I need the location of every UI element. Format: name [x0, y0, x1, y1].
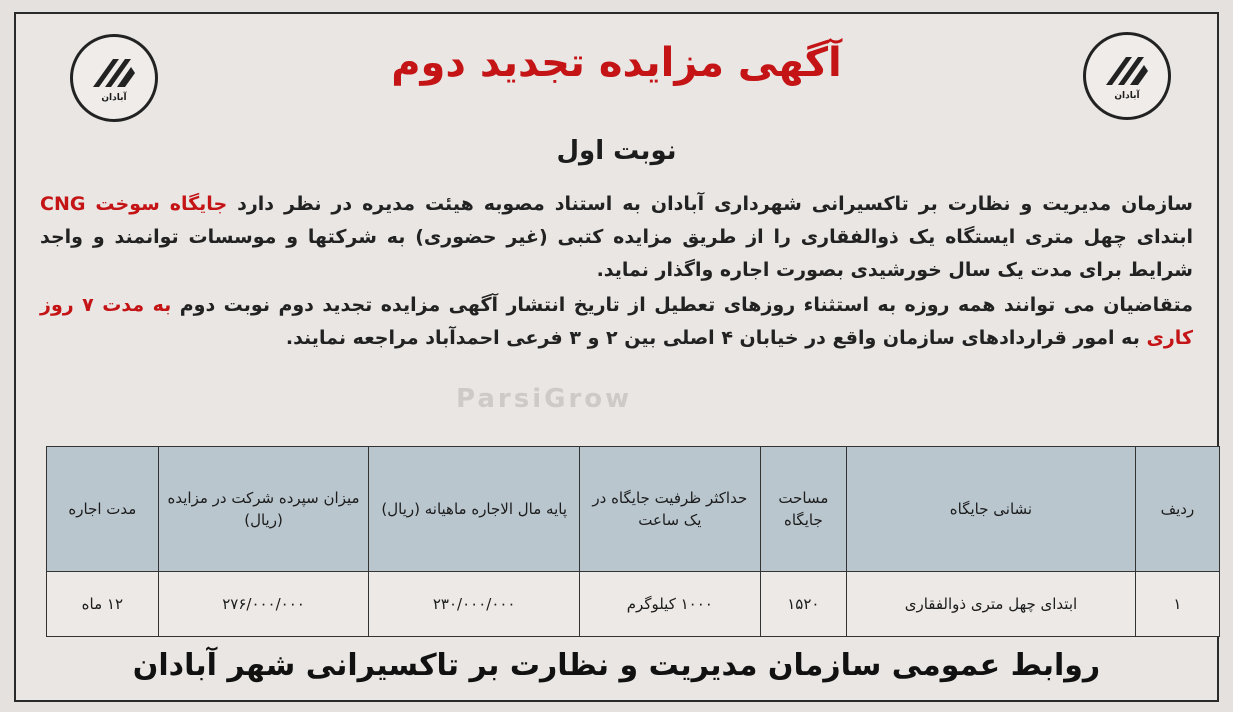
- organization-logo-left: [70, 34, 158, 122]
- header-area: مساحت جایگاه: [760, 447, 847, 572]
- logo-city-label: آبادان: [1114, 91, 1140, 101]
- cell-capacity: ۱۰۰۰ کیلوگرم: [580, 572, 761, 637]
- header-capacity: حداکثر ظرفیت جایگاه در یک ساعت: [580, 447, 761, 572]
- cell-lease-term: ۱۲ ماه: [47, 572, 159, 637]
- paragraph-1-text-a: سازمان مدیریت و نظارت بر تاکسیرانی شهرداری آبادان به استناد مصوبه هیئت مدیره در نظر دارد: [227, 193, 1193, 215]
- header-address: نشانی جایگاه: [847, 447, 1136, 572]
- logo-city-label: آبادان: [101, 93, 127, 103]
- taxi-logo-icon: [1086, 35, 1168, 117]
- taxi-logo-icon: [73, 37, 155, 119]
- paragraph-2-text-a: متقاضیان می توانند همه روزه به استثناء روزهای تعطیل از تاریخ انتشار آگهی مزایده تجدید دوم نوبت دوم: [171, 294, 1194, 316]
- paragraph-1-text-b: ابتدای چهل متری ایستگاه یک ذوالفقاری را از طریق مزایده کتبی (غیر حضوری) به شرکتها و موسسات توانمند و واجد شرایط برای مدت یک سال خورشیدی بصورت اجاره واگذار نماید.: [40, 226, 1193, 281]
- table-row: [47, 572, 1220, 637]
- header-lease-term: مدت اجاره: [47, 447, 159, 572]
- header-deposit: میزان سپرده شرکت در مزایده (ریال): [158, 447, 369, 572]
- cell-address: ابتدای چهل متری ذوالفقاری: [847, 572, 1136, 637]
- footer-public-relations: روابط عمومی سازمان مدیریت و نظارت بر تاکسیرانی شهر آبادان: [132, 648, 1101, 683]
- cell-row-number: ۱: [1135, 572, 1219, 637]
- cell-deposit: ۲۷۶/۰۰۰/۰۰۰: [158, 572, 369, 637]
- watermark: ParsiGrow: [456, 384, 633, 414]
- paragraph-2-highlight: به مدت ۷ روز کاری: [40, 294, 1193, 349]
- paragraph-2-text-b: به امور قراردادهای سازمان واقع در خیابان ۴ اصلی بین ۲ و ۳ فرعی احمدآباد مراجعه نمایند.: [285, 327, 1147, 349]
- organization-logo-right: [1083, 32, 1171, 120]
- turn-label: نوبت اول: [556, 136, 677, 166]
- advertisement-title: آگهی مزایده تجدید دوم: [391, 40, 842, 86]
- header-monthly-rent: پایه مال الاجاره ماهیانه (ریال): [369, 447, 580, 572]
- header-row-number: ردیف: [1135, 447, 1219, 572]
- cell-monthly-rent: ۲۳۰/۰۰۰/۰۰۰: [369, 572, 580, 637]
- table-header-row: [47, 447, 1220, 572]
- paragraph-2: [40, 289, 1193, 355]
- advertisement-body: [40, 188, 1193, 355]
- paragraph-1-highlight: جایگاه سوخت CNG: [40, 193, 228, 215]
- paragraph-1: [40, 188, 1193, 287]
- cell-area: ۱۵۲۰: [760, 572, 847, 637]
- advertisement-sheet: [14, 12, 1219, 702]
- auction-table: [46, 446, 1220, 637]
